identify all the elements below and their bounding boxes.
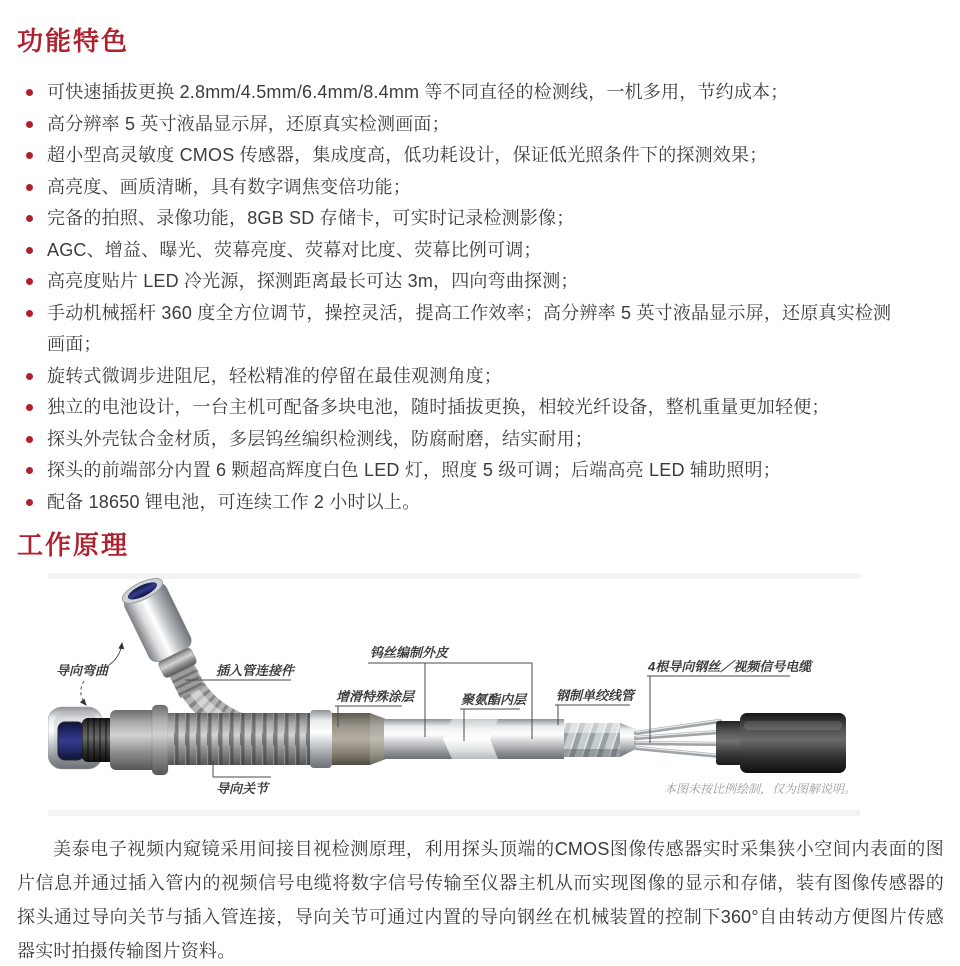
probe-structure-diagram xyxy=(48,571,860,818)
features-heading: 功能特色 xyxy=(17,26,130,56)
bend-arrow-up xyxy=(106,643,122,667)
feature-item: 手动机械摇杆 360 度全方位调节，操控灵活，提高工作效率；高分辨率 5 英寸液晶显示屏，还原真实检测画面； xyxy=(24,298,904,361)
guide-wires xyxy=(636,720,720,756)
feature-item: AGC、增益、曝光、荧幕亮度、荧幕对比度、荧幕比例可调； xyxy=(24,235,904,267)
label-tungsten-braided-sheath: 钨丝编制外皮 xyxy=(370,645,449,661)
diagram-note: 本图未按比例绘制，仅为图解说明。 xyxy=(663,782,856,797)
feature-item: 探头的前端部分内置 6 颗超高辉度白色 LED 灯，照度 5 级可调；后端高亮 LED 辅助照明； xyxy=(24,455,904,487)
label-guide-bending: 导向弯曲 xyxy=(56,663,109,679)
feature-item: 完备的拍照、录像功能，8GB SD 存储卡，可实时记录检测影像； xyxy=(24,203,904,235)
feature-item: 旋转式微调步进阻尼，轻松精准的停留在最佳观测角度； xyxy=(24,361,904,393)
feature-item: 配备 18650 锂电池，可连续工作 2 小时以上。 xyxy=(24,487,904,519)
feature-item: 高分辨率 5 英寸液晶显示屏，还原真实检测画面； xyxy=(24,109,904,141)
feature-item: 独立的电池设计，一台主机可配备多块电池，随时插拔更换，相较光纤设备，整机重量更加轻便； xyxy=(24,392,904,424)
articulation-bellows xyxy=(168,713,310,765)
principle-section xyxy=(0,518,960,966)
feature-item: 高亮度贴片 LED 冷光源，探测距离最长可达 3m，四向弯曲探测； xyxy=(24,266,904,298)
camera-lens xyxy=(58,722,84,760)
feature-item: 高亮度、画质清晰，具有数字调焦变倍功能； xyxy=(24,172,904,204)
figure-top-band xyxy=(48,573,860,579)
rear-connector xyxy=(716,713,846,773)
label-polyurethane-inner: 聚氨酯内层 xyxy=(461,692,527,708)
principle-paragraph: 美泰电子视频内窥镜采用间接目视检测原理，利用探头顶端的CMOS图像传感器实时采集狭小空间内表面的图片信息并通过插入管内的视频信号电缆将数字信号传输至仪器主机从而实现图像的显示和存储，装有图像传感器的探头通过导向关节与插入管连接，导向关节可通过内置的导向钢丝在机械装置的控制下360°自由转动方便图片传感器实时拍摄传输图片资料。 xyxy=(17,839,944,962)
label-insert-tube-connector: 插入管连接件 xyxy=(216,663,295,679)
feature-item: 可快速插拔更换 2.8mm/4.5mm/6.4mm/8.4mm 等不同直径的检测线，一机多用，节约成本； xyxy=(24,77,904,109)
feature-item: 超小型高灵敏度 CMOS 传感器，集成度高，低功耗设计，保证低光照条件下的探测效果； xyxy=(24,140,904,172)
principle-heading: 工作原理 xyxy=(17,530,130,561)
label-slip-coating: 增滑特殊涂层 xyxy=(336,689,415,705)
label-guide-wires-video-cable: 4根导向钢丝／视频信号电缆 xyxy=(648,659,812,675)
probe-head xyxy=(48,705,168,775)
label-steel-single-strand-tube: 钢制单绞线管 xyxy=(556,688,635,704)
probe-tip xyxy=(118,574,213,703)
bend-arrow-down xyxy=(81,681,86,705)
polyurethane-segment xyxy=(443,719,498,759)
steel-spiral-tube xyxy=(564,723,636,757)
insertion-tube xyxy=(310,710,564,768)
feature-item: 探头外壳钛合金材质，多层钨丝编织检测线，防腐耐磨，结实耐用； xyxy=(24,424,904,456)
label-guide-joint: 导向关节 xyxy=(216,781,269,797)
figure-bottom-band xyxy=(48,810,860,816)
feature-list xyxy=(0,67,937,518)
